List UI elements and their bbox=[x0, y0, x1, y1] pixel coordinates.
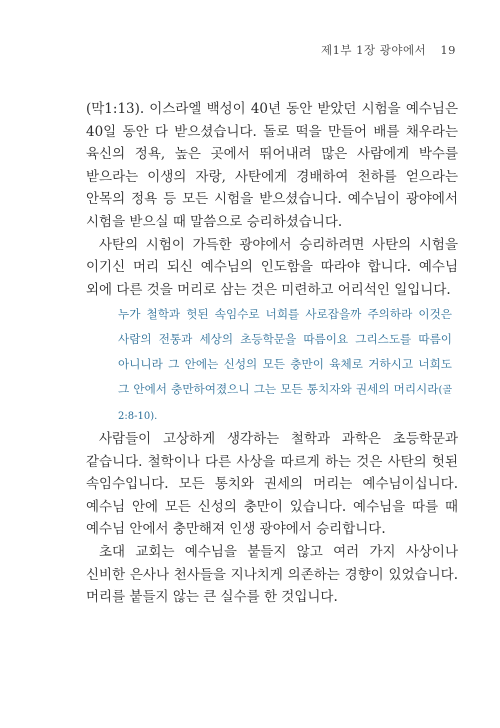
quote-text: 누가 철학과 헛된 속임수로 너희를 사로잡을까 주의하라 이것은 사람의 전통과 세상의 초등학문을 따름이요 그리스도를 따름이 아니니라 그 안에는 신성의 모든 충만이 육체로 거하시고 너희도 그 안에서 충만하여졌으니 그는 모든 통치자와 권세의 머리시라 bbox=[118, 307, 452, 396]
quote-reference: (골 2:8-10). bbox=[118, 385, 452, 422]
paragraph: 초대 교회는 예수님을 붙들지 않고 여러 가지 사상이나 신비한 은사나 천사들을 지나치게 의존하는 경향이 있었습니다. 머리를 붙들지 않는 큰 실수를 한 것입니다. bbox=[86, 543, 458, 606]
body-text-bottom bbox=[86, 428, 458, 609]
body-text-top bbox=[86, 98, 458, 301]
chapter-title: 제1부 1장 광야에서 bbox=[320, 43, 427, 57]
paragraph: 사람들이 고상하게 생각하는 철학과 과학은 초등학문과 같습니다. 철학이나 다른 사상을 따르게 하는 것은 사탄의 헛된 속임수입니다. 모든 통치와 권세의 머리는 예수님이십니다. 예수님 안에 모든 신성의 충만이 있습니다. 예수님을 따를 때 예수님 안에서 충만해져 인생 광야에서 승리합니다. bbox=[86, 431, 458, 538]
scripture-quote bbox=[118, 302, 452, 429]
running-header bbox=[321, 42, 456, 58]
paragraph: (막1:13). 이스라엘 백성이 40년 동안 받았던 시험을 예수님은 40일 동안 다 받으셨습니다. 돌로 떡을 만들어 배를 채우라는 육신의 정욕, 높은 곳에서 뛰어내려 많은 사람에게 박수를 받으라는 이생의 자랑, 사탄에게 경배하여 천하를 얻으라는 안목의 정욕 등 모든 시험을 받으셨습니다. 예수님이 광야에서 시험을 받으실 때 말씀으로 승리하셨습니다. bbox=[86, 101, 458, 230]
page-number: 19 bbox=[440, 43, 456, 57]
paragraph: 사탄의 시험이 가득한 광야에서 승리하려면 사탄의 시험을 이기신 머리 되신 예수님의 인도함을 따라야 합니다. 예수님 외에 다른 것을 머리로 삼는 것은 미련하고 어리석인 일입니다. bbox=[86, 236, 458, 298]
